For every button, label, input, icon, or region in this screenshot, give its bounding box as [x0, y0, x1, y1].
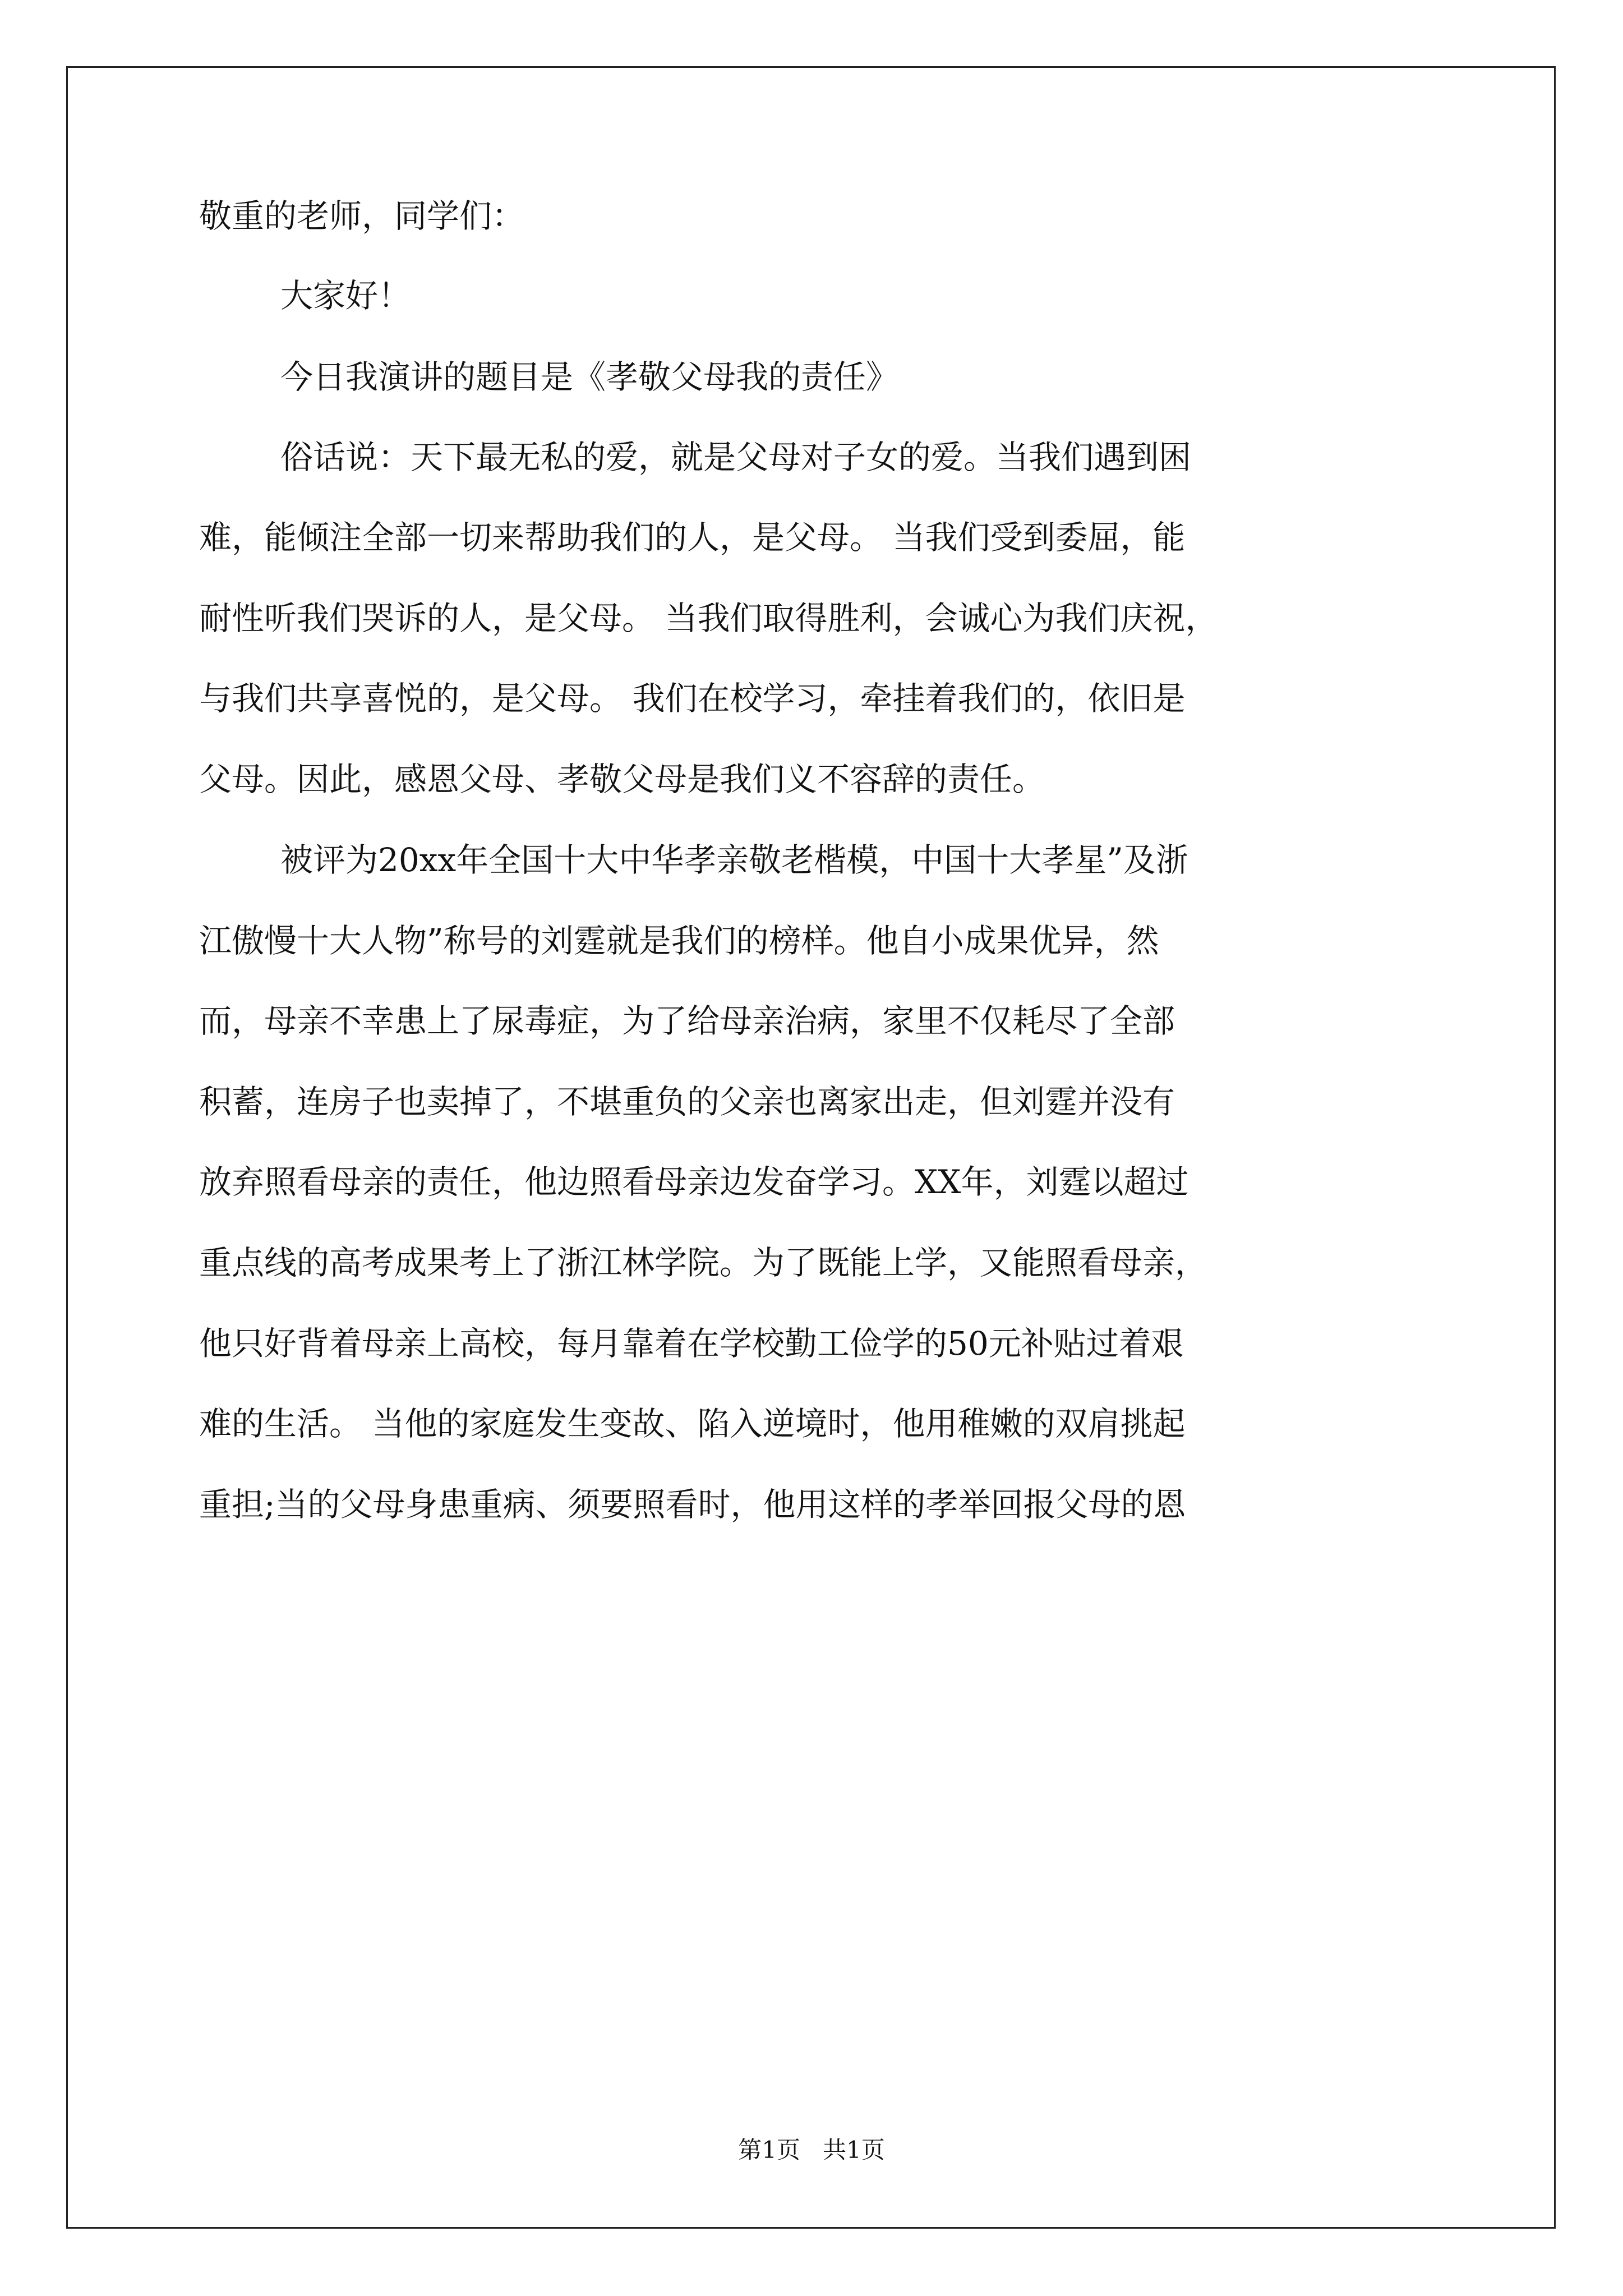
paragraph-2-line-8: 难的生活。 当他的家庭发生变故、陷入逆境时，他用稚嫩的双肩挑起: [199, 1405, 1186, 1443]
speech-title-line: 今日我演讲的题目是《孝敬父母我的责任》: [280, 358, 899, 396]
paragraph-2-line-1: 被评为20xx年全国十大中华孝亲敬老楷模，中国十大孝星”及浙: [280, 841, 1188, 879]
paragraph-2-line-7: 他只好背着母亲上高校，每月靠着在学校勤工俭学的50元补贴过着艰: [199, 1324, 1184, 1363]
paragraph-2-line-9: 重担;当的父母身患重病、须要照看时，他用这样的孝举回报父母的恩: [199, 1485, 1186, 1524]
greeting: 大家好！: [280, 277, 411, 315]
paragraph-2-line-4: 积蓄，连房子也卖掉了，不堪重负的父亲也离家出走，但刘霆并没有: [199, 1083, 1175, 1121]
paragraph-2-line-5: 放弃照看母亲的责任，他边照看母亲边发奋学习。XX年，刘霆以超过: [199, 1163, 1189, 1201]
paragraph-2-line-6: 重点线的高考成果考上了浙江林学院。为了既能上学，又能照看母亲，: [199, 1244, 1208, 1282]
paragraph-1-line-2: 难，能倾注全部一切来帮助我们的人，是父母。 当我们受到委屈，能: [199, 518, 1186, 556]
paragraph-1-line-4: 与我们共享喜悦的，是父母。 我们在校学习，牵挂着我们的，依旧是: [199, 679, 1186, 717]
paragraph-1-line-3: 耐性听我们哭诉的人，是父母。 当我们取得胜利，会诚心为我们庆祝，: [199, 599, 1218, 637]
page-number-footer: 第1页 共1页: [738, 2136, 885, 2164]
salutation: 敬重的老师，同学们：: [199, 197, 525, 235]
paragraph-1-line-5: 父母。因此，感恩父母、孝敬父母是我们义不容辞的责任。: [199, 760, 1045, 798]
paragraph-2-line-2: 江傲慢十大人物”称号的刘霆就是我们的榜样。他自小成果优异，然: [199, 922, 1159, 960]
paragraph-2-line-3: 而，母亲不幸患上了尿毒症，为了给母亲治病，家里不仅耗尽了全部: [199, 1002, 1175, 1040]
paragraph-1-line-1: 俗话说：天下最无私的爱，就是父母对子女的爱。当我们遇到困: [280, 438, 1192, 476]
